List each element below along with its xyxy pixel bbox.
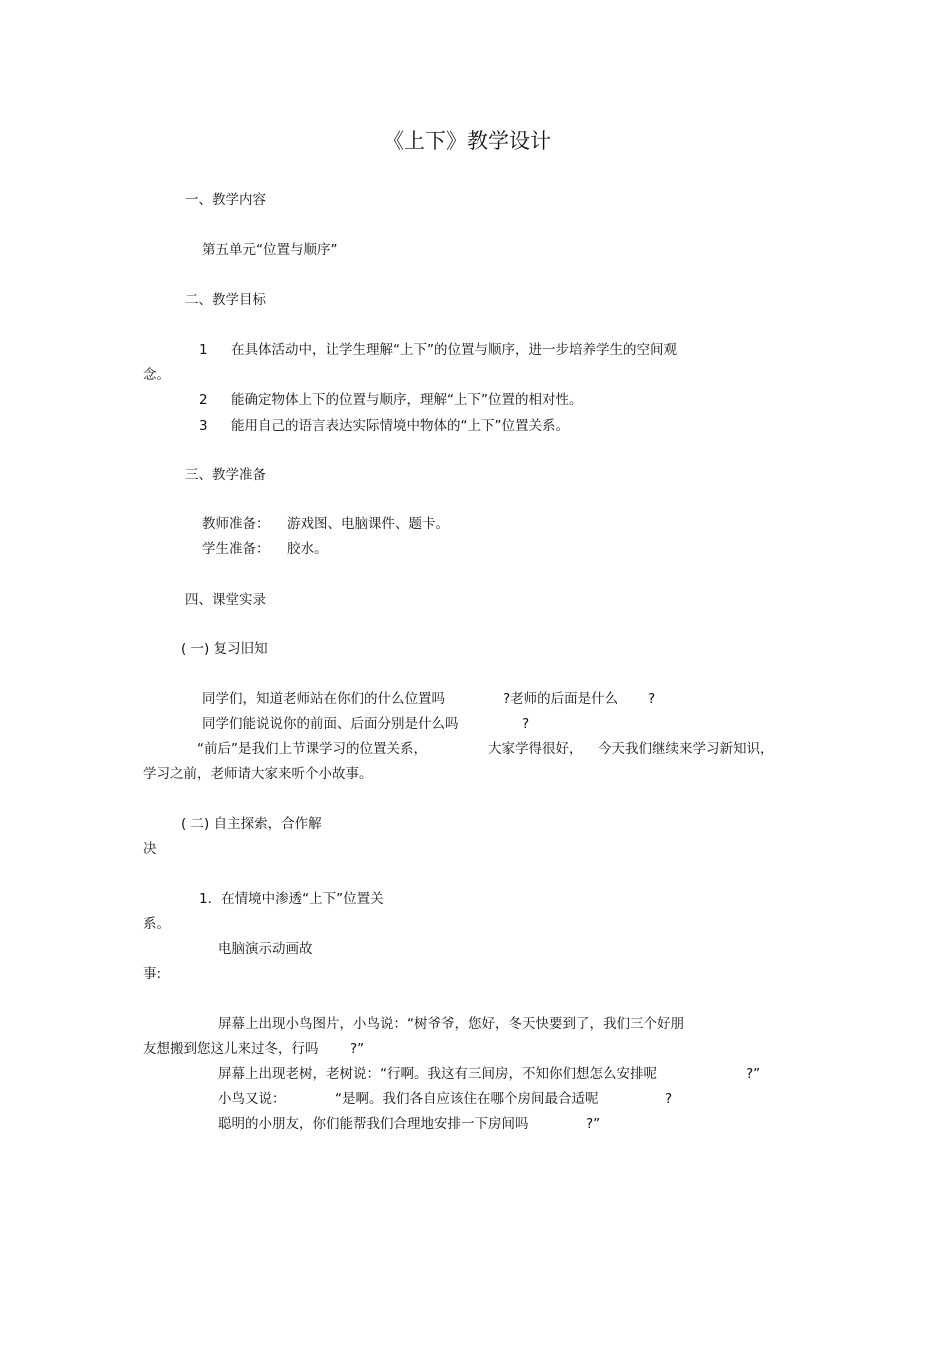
student-prep-label: 学生准备： <box>202 541 270 557</box>
teacher-prep-value: 游戏图、电脑课件、题卡。 <box>287 516 449 532</box>
part1-line3-c: 今天我们继续来学习新知识， <box>598 741 774 757</box>
demo-line-continued: 事: <box>143 966 162 982</box>
story-line2-end: ?” <box>746 1066 761 1082</box>
demo-line: 电脑演示动画故 <box>218 941 313 957</box>
goal-text-2: 能确定物体上下的位置与顺序，理解“上下”位置的相对性。 <box>231 392 583 408</box>
part1-line1-a: 同学们，知道老师站在你们的什么位置吗 <box>202 691 445 707</box>
part2-item1: 1．在情境中渗透“上下”位置关 <box>199 891 384 907</box>
part1-line3-d: 学习之前，老师请大家来听个小故事。 <box>143 766 373 782</box>
story-line3-end: ? <box>665 1091 673 1107</box>
goal-number-2: 2 <box>199 392 208 408</box>
part1-line2-b: ? <box>522 716 530 732</box>
goal-number-3: 3 <box>199 418 208 434</box>
story-line3-speaker: 小鸟又说： <box>218 1091 286 1107</box>
section-heading-goals: 二、教学目标 <box>185 292 266 308</box>
part1-heading: ( 一) 复习旧知 <box>181 641 268 657</box>
part2-item1-continued: 系。 <box>143 916 170 932</box>
part2-heading-continued: 决 <box>143 841 157 857</box>
goal-text-1: 在具体活动中，让学生理解“上下”的位置与顺序，进一步培养学生的空间观 <box>231 342 677 358</box>
section-heading-record: 四、课堂实录 <box>185 592 266 608</box>
goal-text-3: 能用自己的语言表达实际情境中物体的“上下”位置关系。 <box>231 418 569 434</box>
student-prep-value: 胶水。 <box>287 541 328 557</box>
document-title: 《上下》教学设计 <box>383 129 551 153</box>
goal-number-1: 1 <box>199 342 208 358</box>
story-line1: 屏幕上出现小鸟图片，小鸟说：“树爷爷，您好，冬天快要到了，我们三个好朋 <box>218 1016 684 1032</box>
unit-line: 第五单元“位置与顺序” <box>202 242 338 258</box>
section-heading-content: 一、教学内容 <box>185 192 266 208</box>
teacher-prep-label: 教师准备： <box>202 516 270 532</box>
part1-line1-b: ?老师的后面是什么 <box>503 691 619 707</box>
section-heading-preparation: 三、教学准备 <box>185 467 266 483</box>
part1-line2-a: 同学们能说说你的前面、后面分别是什么吗 <box>202 716 459 732</box>
part1-line3-b: 大家学得很好， <box>488 741 583 757</box>
story-line3: “是啊。我们各自应该住在哪个房间最合适呢 <box>335 1091 599 1107</box>
story-line4: 聪明的小朋友，你们能帮我们合理地安排一下房间吗 <box>218 1116 529 1132</box>
part1-line3-a: “前后”是我们上节课学习的位置关系， <box>197 741 427 757</box>
part2-heading: ( 二) 自主探索，合作解 <box>181 816 322 832</box>
story-line2: 屏幕上出现老树，老树说：“行啊。我这有三间房，不知你们想怎么安排呢 <box>218 1066 657 1082</box>
story-line4-end: ?” <box>586 1116 601 1132</box>
goal-text-1-continued: 念。 <box>143 367 170 383</box>
story-line1-continued: 友想搬到您这儿来过冬，行吗 <box>143 1041 319 1057</box>
story-line1-end: ?” <box>350 1041 365 1057</box>
part1-line1-c: ? <box>648 691 656 707</box>
